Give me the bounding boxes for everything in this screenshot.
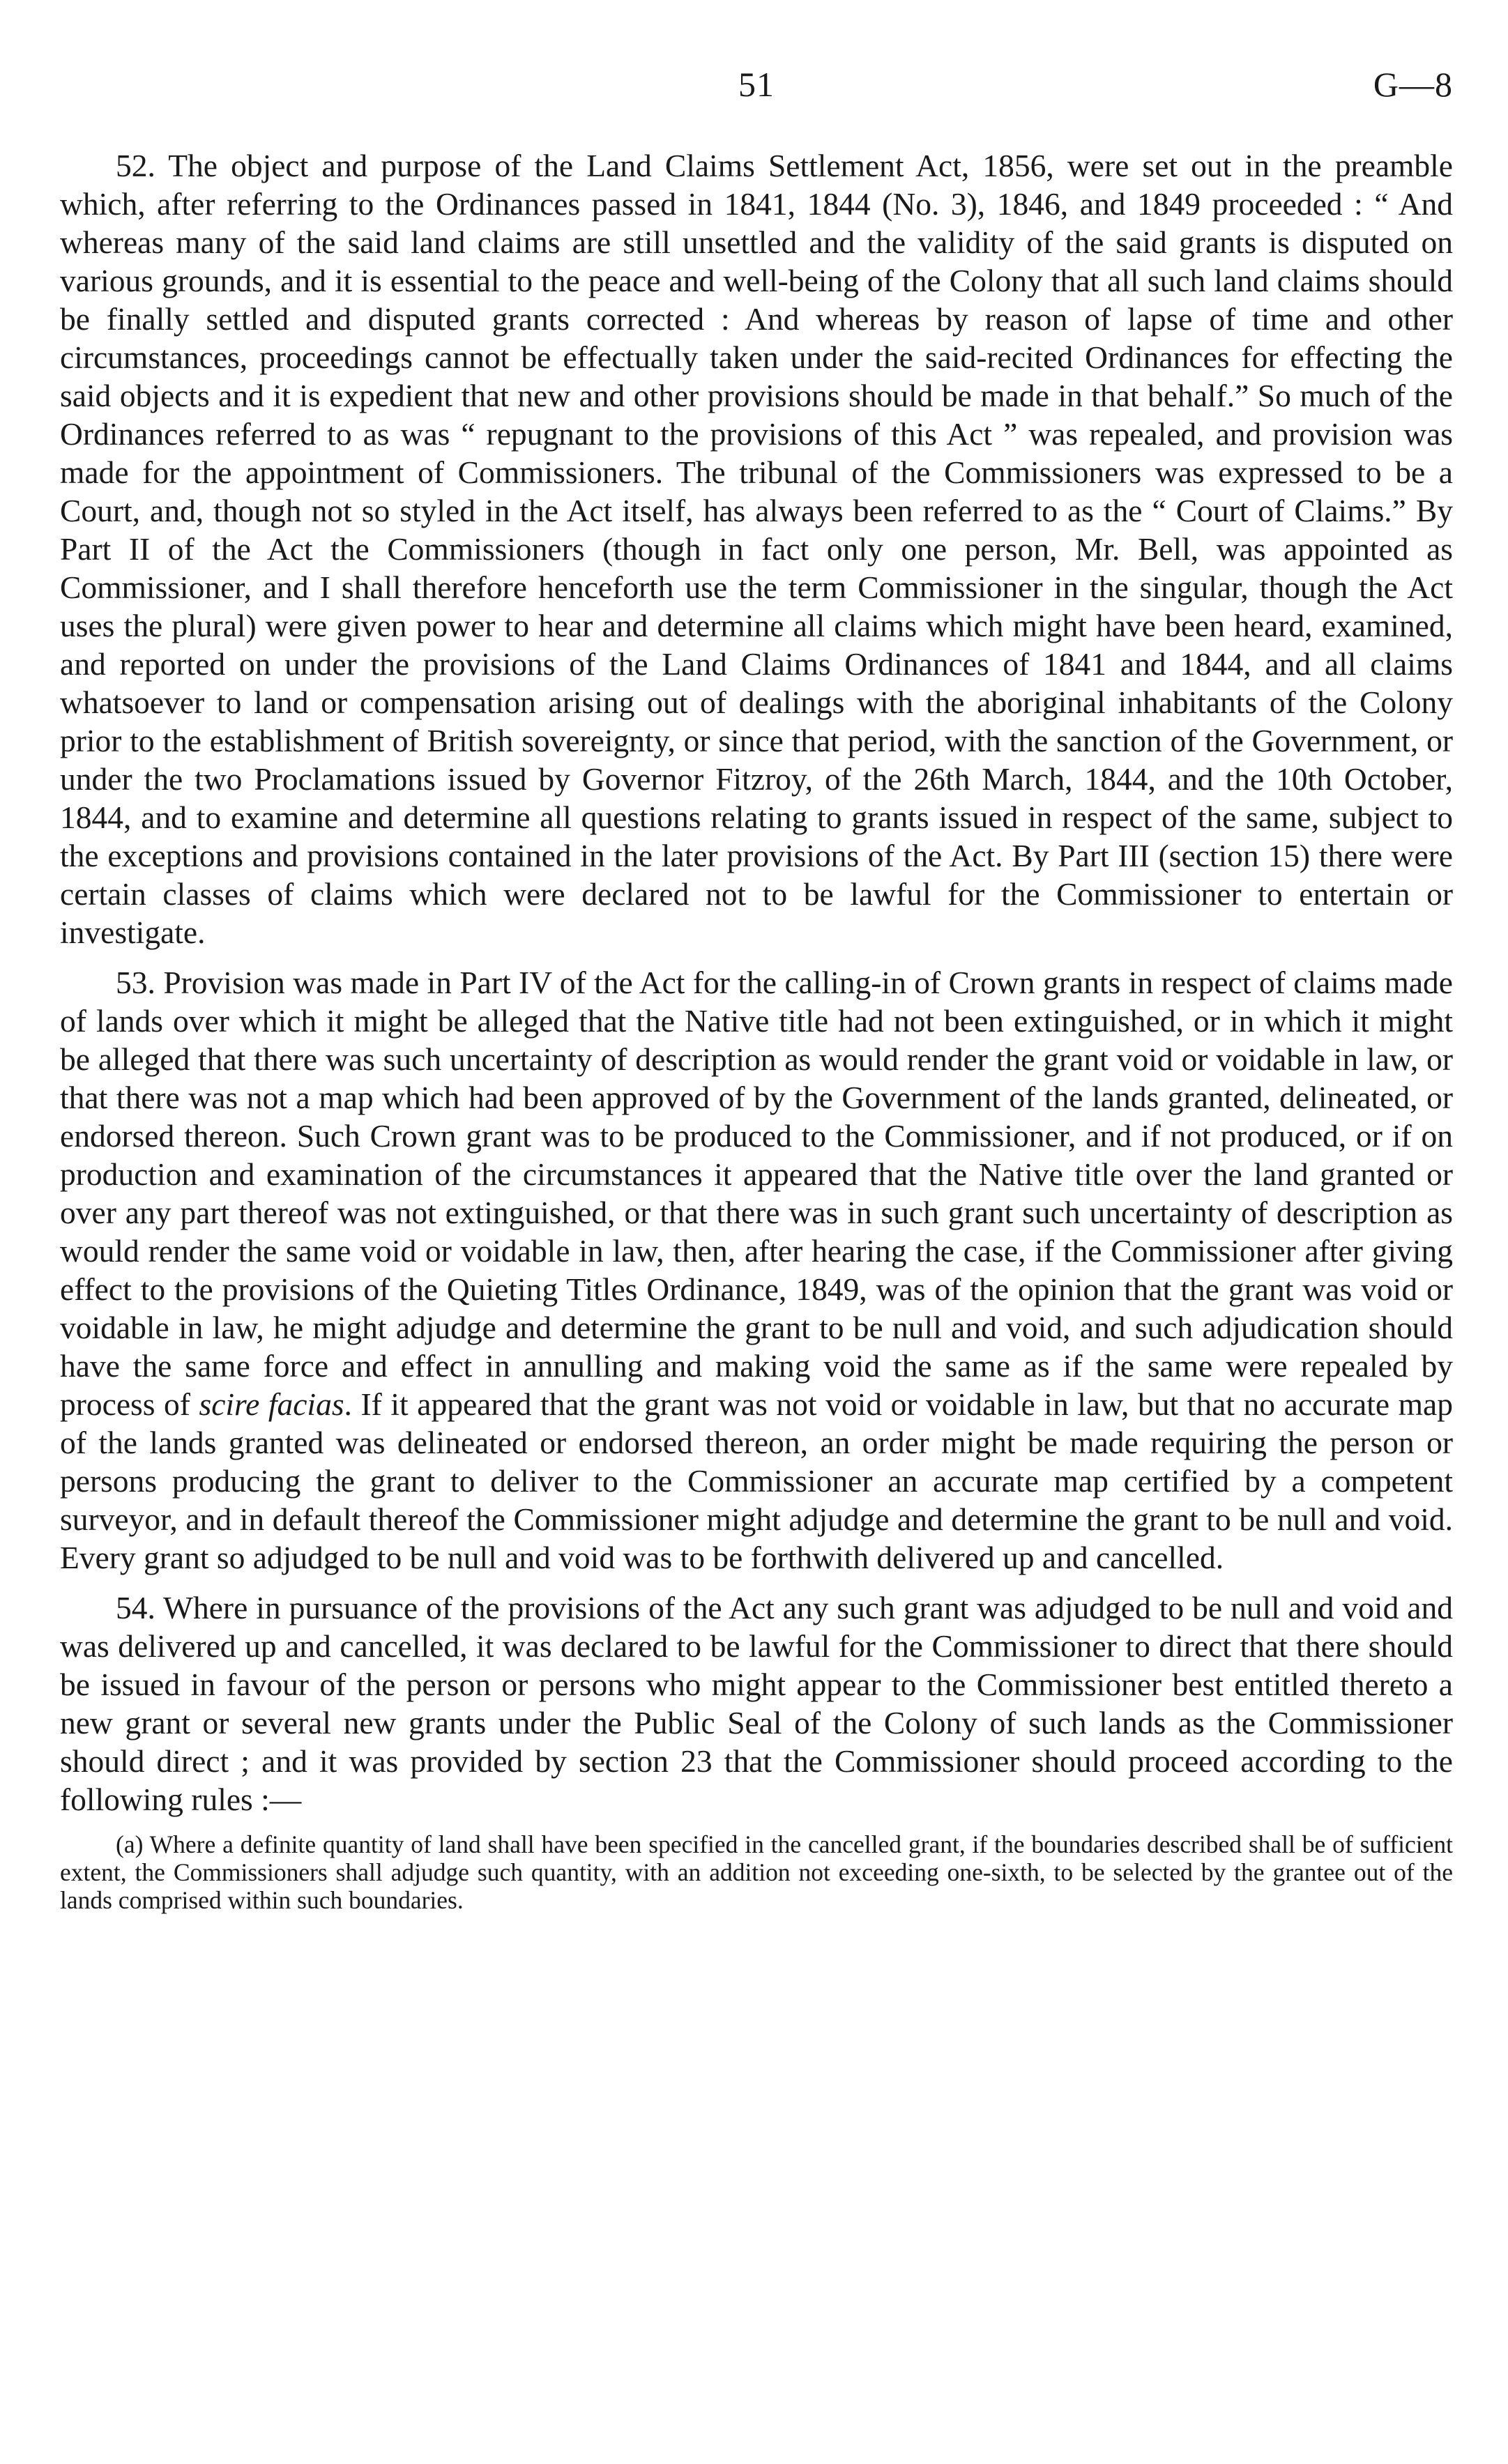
paragraph-53-part-b: . If it appeared that the grant was not void or voidable in law, but that no accurate map of the lands granted was delineated or endorsed thereon, an order might be made requiring the person or persons producing the grant to deliver to the Commissioner an accurate map certified by a competent surveyor, and in default thereof the Commissioner might adjudge and determine the grant to be null and void. Every grant so adjudged to be null and void was to be forthwith delivered up and cancelled. [60, 1386, 1453, 1575]
page-number: 51 [738, 65, 775, 104]
paragraph-53-part-a: 53. Provision was made in Part IV of the Act for the calling-in of Crown grants in respect of claims made of lands over which it might be alleged that the Native title had not been extinguished, or in which it might be alleged that there was such uncertainty of description as would render the grant void or voidable in law, or that there was not a map which had been approved of by the Government of the lands granted, delineated, or endorsed thereon. Such Crown grant was to be produced to the Commissioner, and if not produced, or if on production and examination of the circumstances it appeared that the Native title over the land granted or over any part thereof was not extinguished, or that there was in such grant such uncertainty of description as would render the same void or voidable in law, then, after hearing the case, if the Commissioner after giving effect to the provisions of the Quieting Titles Ordinance, 1849, was of the opinion that the grant was void or voidable in law, he might adjudge and determine the grant to be null and void, and such adjudication should have the same force and effect in annulling and making void the same as if the same were repealed by process of [60, 965, 1453, 1422]
document-body [60, 146, 1453, 1914]
series-reference: G—8 [1373, 65, 1453, 104]
paragraph-52: 52. The object and purpose of the Land Claims Settlement Act, 1856, were set out in the preamble which, after referring to the Ordinances passed in 1841, 1844 (No. 3), 1846, and 1849 proceeded : “ And whereas many of the said land claims are still unsettled and the validity of the said grants is disputed on various grounds, and it is essential to the peace and well-being of the Colony that all such land claims should be finally settled and disputed grants corrected : And whereas by reason of lapse of time and other circumstances, proceedings cannot be effectually taken under the said-recited Ordinances for effecting the said objects and it is expedient that new and other provisions should be made in that behalf.” So much of the Ordinances referred to as was “ repugnant to the provisions of this Act ” was repealed, and provision was made for the appointment of Commissioners. The tribunal of the Commissioners was expressed to be a Court, and, though not so styled in the Act itself, has always been referred to as the “ Court of Claims.” By Part II of the Act the Commissioners (though in fact only one person, Mr. Bell, was appointed as Commissioner, and I shall therefore henceforth use the term Commissioner in the singular, though the Act uses the plural) were given power to hear and determine all claims which might have been heard, examined, and reported on under the provisions of the Land Claims Ordinances of 1841 and 1844, and all claims whatsoever to land or compensation arising out of dealings with the aboriginal inhabitants of the Colony prior to the establishment of British sovereignty, or since that period, with the sanction of the Government, or under the two Proclamations issued by Governor Fitzroy, of the 26th March, 1844, and the 10th October, 1844, and to examine and determine all questions relating to grants issued in respect of the same, subject to the exceptions and provisions contained in the later provisions of the Act. By Part III (section 15) there were certain classes of claims which were declared not to be lawful for the Commissioner to entertain or investigate. [60, 148, 1453, 950]
paragraph-53 [60, 963, 1453, 1577]
paragraph-54: 54. Where in pursuance of the provisions of the Act any such grant was adjudged to be null and void and was delivered up and cancelled, it was declared to be lawful for the Commissioner to direct that there should be issued in favour of the person or persons who might appear to the Commissioner best entitled thereto a new grant or several new grants under the Public Seal of the Colony of such lands as the Commissioner should direct ; and it was provided by section 23 that the Commissioner should proceed according to the following rules :— [60, 1590, 1453, 1817]
rule-a: (a) Where a definite quantity of land shall have been specified in the cancelled grant, if the boundaries described shall be of sufficient extent, the Commissioners shall adjudge such quantity, with an addition not exceeding one-sixth, to be selected by the grantee out of the lands comprised within such boundaries. [60, 1830, 1453, 1914]
paragraph-53-latin-term: scire facias [199, 1386, 344, 1422]
page-header [60, 64, 1453, 113]
document-page [60, 0, 1453, 2464]
